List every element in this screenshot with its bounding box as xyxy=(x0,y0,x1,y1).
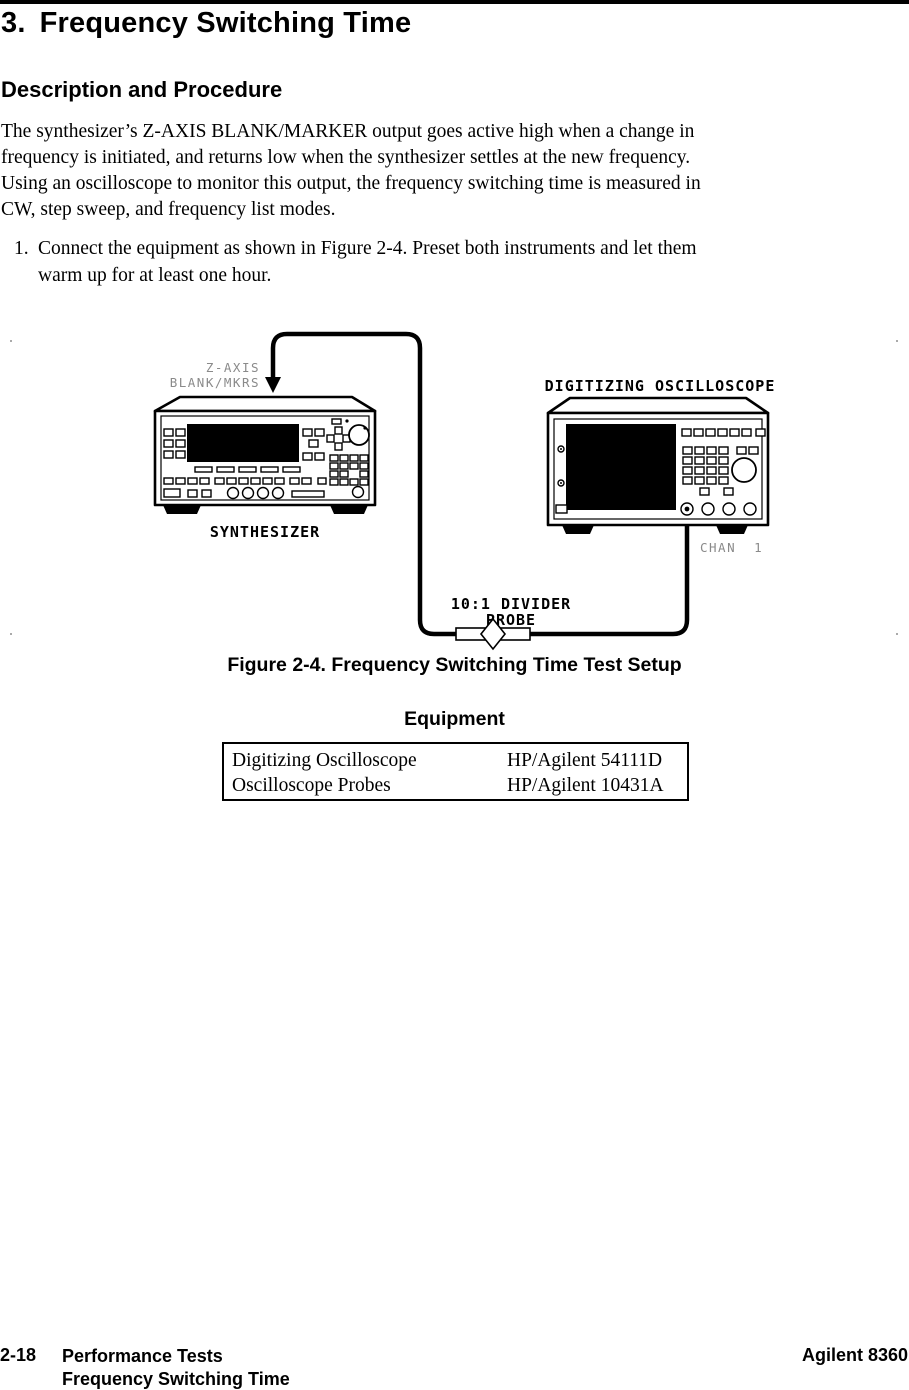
synthesizer-softkeys xyxy=(195,467,300,472)
synthesizer-label: SYNTHESIZER xyxy=(209,523,321,541)
step-line: warm up for at least one hour. xyxy=(38,265,272,286)
paragraph-line: The synthesizer’s Z-AXIS BLANK/MARKER output goes active high when a change in xyxy=(1,121,695,142)
synthesizer-display xyxy=(187,424,299,462)
paragraph-line: CW, step sweep, and frequency list modes. xyxy=(1,199,336,220)
equipment-item: Oscilloscope Probes xyxy=(232,775,391,796)
figure-caption: Figure 2-4. Frequency Switching Time Test Setup xyxy=(227,654,682,676)
oscilloscope-label: DIGITIZING OSCILLOSCOPE xyxy=(544,377,776,395)
step-number: 1. xyxy=(14,238,29,259)
divider-probe-label-line2: PROBE xyxy=(485,611,537,629)
paragraph-line: Using an oscilloscope to monitor this output, the frequency switching time is measured in xyxy=(1,173,701,194)
synthesizer-lid xyxy=(155,397,375,411)
page-footer xyxy=(0,1345,909,1390)
table-row xyxy=(232,748,687,773)
oscilloscope-lid xyxy=(548,398,768,413)
footer-chapter: Performance Tests xyxy=(62,1346,223,1366)
synthesizer-function-keys xyxy=(164,478,326,484)
equipment-item: Digitizing Oscilloscope xyxy=(232,750,417,771)
page-top-rule xyxy=(0,0,909,4)
equipment-model: HP/Agilent 10431A xyxy=(507,775,664,796)
test-setup-figure xyxy=(0,325,909,653)
z-axis-label-line2: BLANK/MKRS xyxy=(169,375,260,390)
step-line: Connect the equipment as shown in Figure 2-4. Preset both instruments and let them xyxy=(38,238,697,259)
equipment-table-title: Equipment xyxy=(404,708,505,730)
equipment-table xyxy=(222,742,689,801)
chapter-number: 3. xyxy=(1,7,26,39)
synthesizer-illustration xyxy=(155,397,375,514)
oscilloscope-screen xyxy=(566,424,676,510)
chapter-title: Frequency Switching Time xyxy=(39,7,412,39)
channel-1-label: CHAN 1 xyxy=(700,540,764,555)
step-text xyxy=(38,235,697,289)
oscilloscope-power-button xyxy=(556,505,567,513)
description-paragraph xyxy=(1,119,891,223)
page-number: 2-18 xyxy=(0,1345,37,1365)
footer-section-block xyxy=(62,1345,290,1390)
footer-product: Agilent 8360 xyxy=(801,1345,908,1365)
oscilloscope-knob xyxy=(732,458,756,482)
arrow-down-icon xyxy=(265,377,281,393)
oscilloscope-illustration xyxy=(548,398,768,534)
table-row xyxy=(232,773,687,798)
chapter-heading xyxy=(1,7,411,40)
equipment-model: HP/Agilent 54111D xyxy=(507,750,663,771)
z-axis-label-line1: Z-AXIS xyxy=(205,360,260,375)
divider-probe-label-line1: 10:1 DIVIDER xyxy=(450,595,572,613)
footer-section: Frequency Switching Time xyxy=(62,1369,290,1389)
section-heading: Description and Procedure xyxy=(1,77,283,102)
procedure-step-1 xyxy=(14,235,697,289)
paragraph-line: frequency is initiated, and returns low when the synthesizer settles at the new frequency. xyxy=(1,147,691,168)
